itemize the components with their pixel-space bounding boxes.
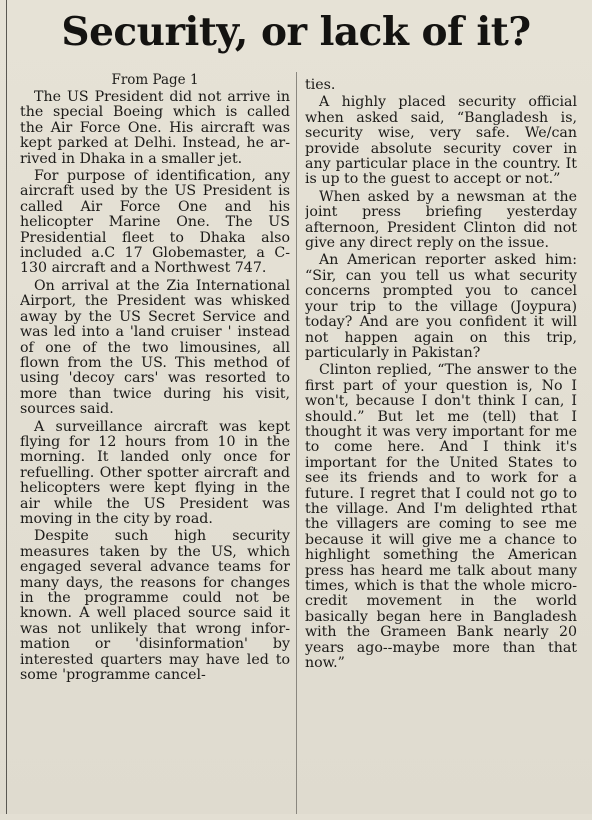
paragraph: A surveillance aircraft was kept flying for 12 hours from 10 in the morning. It landed only once for refuelling. Other spotter aircraft and helicopters were kept flying in the air while the US President was moving in the city by road.: [20, 418, 290, 527]
headline: Security, or lack of it?: [61, 9, 531, 55]
paragraph: On arrival at the Zia International Airport, the President was whisked away by the US Secret Service and was led into a 'land cruiser ' instead of one of the two limousines, all flown from the US. This method of using 'decoy cars' was resorted to more than twice during his visit, sources said.: [20, 277, 290, 418]
paragraph: For purpose of identification, any aircraft used by the US President is called Air Force One and his helicopter Marine One. The US Presidential fleet to Dhaka also included a.C 17 Globemaster, a C-130 aircraft and a Northwest 747.: [20, 168, 290, 277]
paragraph: An American reporter asked him: “Sir, can you tell us what security concerns prompted you to cancel your trip to the village (Joypura) today? And are you confident it will not happen again on this trip, particularly in Pakistan?: [305, 252, 577, 361]
left-border-rule: [6, 0, 7, 814]
paragraph: Clinton replied, “The answer to the first part of your question is, No I won't, because I don't think I can, I should.” But let me (tell) that I thought it was very important for me to come here. And I think it's important for the United States to see its friends and to work for a future. I regret that I could not go to the village. And I'm delighted rthat the villagers are coming to see me because it will give me a chance to highlight something the American press has heard me talk about many times, which is that the whole microcredit movement in the world basically began here in Bangladesh with the Grameen Bank nearly 20 years ago--maybe more than that now.”: [305, 362, 577, 672]
paragraph: Despite such high security measures taken by the US, which engaged several advance teams for many days, the reasons for changes in the programme could not be known. A well placed source said it was not unlikely that wrong information or 'disinformation' by interested quarters may have led to some 'programme cancel-: [20, 528, 290, 684]
paragraph: The US President did not arrive in the special Boeing which is called the Air Force One. His aircraft was kept parked at Delhi. Instead, he arrived in Dhaka in a smaller jet.: [20, 89, 290, 167]
left-column: [20, 72, 290, 814]
paragraph: A highly placed security official when asked said, “Bangladesh is, security wise, very safe. We/can provide absolute security cover in any particular place in the country. It is up to the guest to accept or not.”: [305, 94, 577, 188]
paragraph: When asked by a newsman at the joint press briefing yesterday afternoon, President Clinton did not give any direct reply on the issue.: [305, 188, 577, 252]
right-column: [305, 78, 577, 820]
jump-line: From Page 1: [111, 72, 199, 88]
column-divider: [296, 72, 297, 814]
continued-text: ties.: [305, 78, 336, 93]
